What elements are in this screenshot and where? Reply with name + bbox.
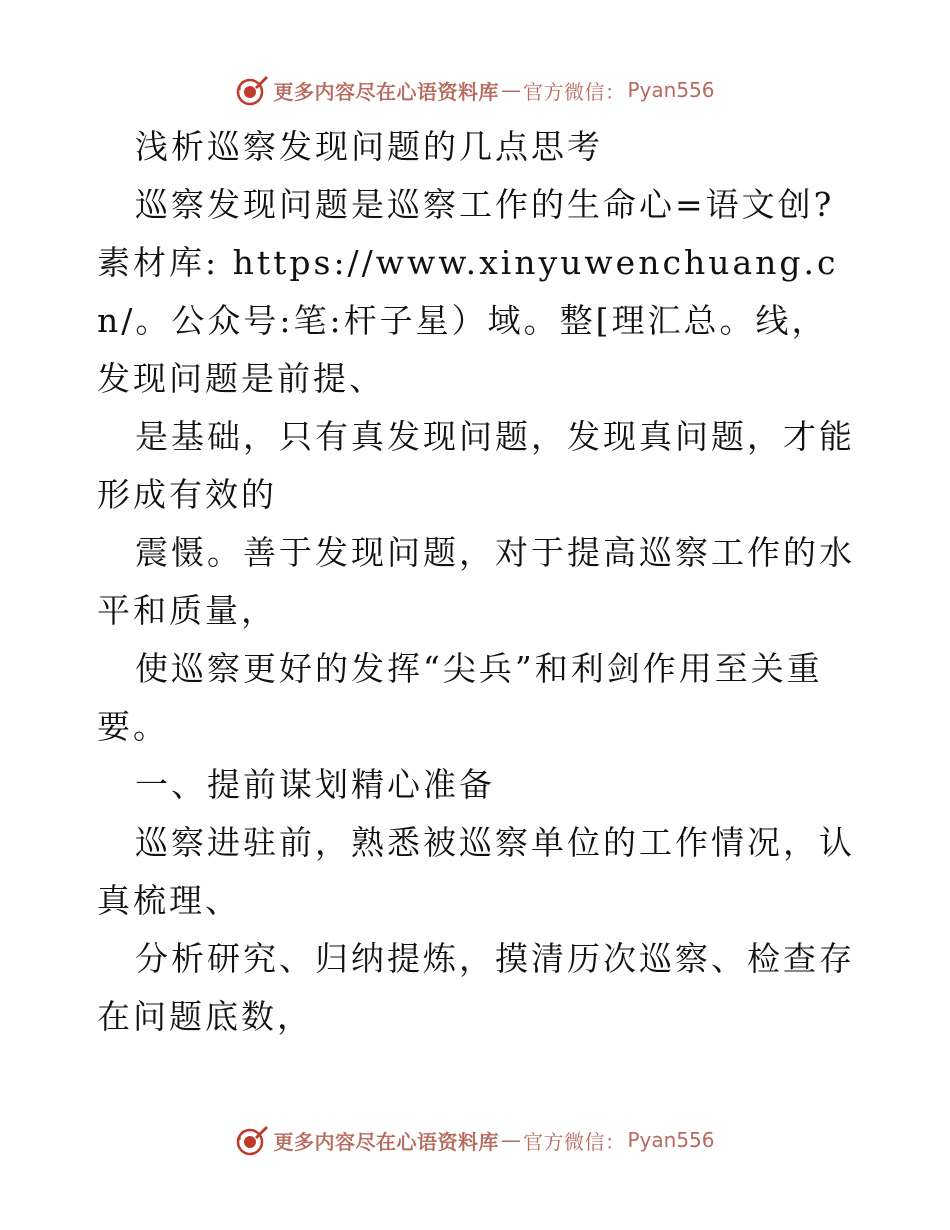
pen-logo-icon xyxy=(235,73,269,107)
wechat-id: Pyan556 xyxy=(627,78,715,102)
wechat-id: Pyan556 xyxy=(627,1128,715,1152)
paragraph: 分析研究、归纳提炼，摸清历次巡察、检查存在问题底数， xyxy=(97,939,855,1036)
footer-banner xyxy=(0,1120,950,1160)
paragraph: 震慑。善于发现问题，对于提高巡察工作的水平和质量， xyxy=(97,533,855,630)
paragraph: 使巡察更好的发挥“尖兵”和利剑作用至关重要。 xyxy=(97,649,823,746)
section-heading: 一、提前谋划精心准备 xyxy=(135,765,495,804)
pen-logo-icon xyxy=(235,1123,269,1157)
wechat-label: 官方微信： xyxy=(522,1129,626,1154)
separator-dash: — xyxy=(500,1128,521,1152)
document-title: 浅析巡察发现问题的几点思考 xyxy=(135,127,603,166)
site-name: 更多内容尽在心语资料库 xyxy=(273,79,499,104)
site-name: 更多内容尽在心语资料库 xyxy=(273,1129,499,1154)
wechat-label: 官方微信： xyxy=(522,79,626,104)
separator-dash: — xyxy=(500,78,521,102)
document-body xyxy=(97,118,857,1046)
paragraph: 巡察进驻前，熟悉被巡察单位的工作情况，认真梳理、 xyxy=(97,823,855,920)
header-banner xyxy=(0,70,950,110)
paragraph: 是基础，只有真发现问题，发现真问题，才能形成有效的 xyxy=(97,417,855,514)
paragraph: 巡察发现问题是巡察工作的生命心=语文创?素材库: https://www.xinyuwenchuang.cn/。公众号:笔:杆子星）域。整[理汇总。线，发现问题是前提、 xyxy=(97,185,839,398)
